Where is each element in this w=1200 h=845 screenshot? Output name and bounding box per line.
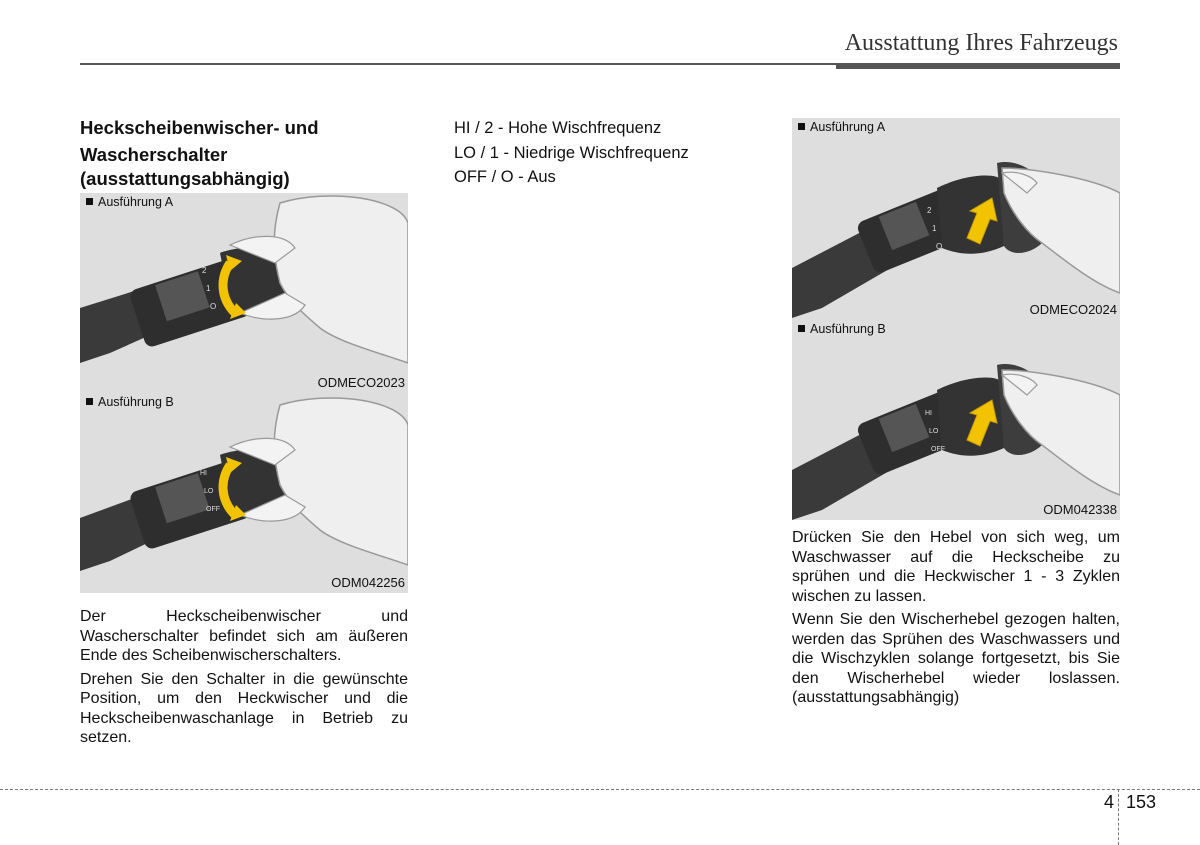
figure-variant-label: Ausführung B bbox=[86, 395, 174, 409]
heading-line-2: Wascherschalter bbox=[80, 144, 228, 165]
figure-left-variant-a bbox=[80, 193, 408, 393]
switch-pos-off: OFF bbox=[931, 446, 945, 453]
switch-pos-lo: LO bbox=[204, 488, 214, 495]
section-heading bbox=[80, 116, 410, 191]
push-lever-illustration-a bbox=[792, 118, 1120, 320]
switch-pos-1: 1 bbox=[206, 284, 211, 293]
figure-code: ODM042338 bbox=[1043, 502, 1117, 517]
switch-pos-1: 1 bbox=[932, 224, 937, 233]
figure-left-variant-b bbox=[80, 393, 408, 593]
mode-item-lo: LO / 1 - Niedrige Wischfrequenz bbox=[454, 143, 689, 162]
figure-code: ODM042256 bbox=[331, 575, 405, 590]
figure-right-variant-b bbox=[792, 320, 1120, 520]
switch-pos-off: OFF bbox=[206, 506, 220, 513]
footer-dashed-rule bbox=[0, 789, 1200, 790]
figure-right-variant-a bbox=[792, 118, 1120, 320]
switch-pos-2: 2 bbox=[927, 206, 932, 215]
figure-variant-label: Ausführung B bbox=[798, 322, 886, 336]
figure-code: ODMECO2024 bbox=[1029, 302, 1117, 317]
mode-item-hi: HI / 2 - Hohe Wischfrequenz bbox=[454, 119, 662, 137]
paragraph-wash: Drücken Sie den Hebel von sich weg, um Waschwasser auf die Heckscheibe zu sprühen und die Heckwischer 1 - 3 Zyklen wischen zu lassen. bbox=[792, 529, 1120, 605]
running-header-title: Ausstattung Ihres Fahrzeugs bbox=[844, 30, 1118, 56]
figure-code: ODMECO2023 bbox=[317, 375, 405, 390]
page-number: 153 bbox=[1126, 792, 1157, 812]
heading-line-1: Heckscheibenwischer- und bbox=[80, 117, 319, 138]
switch-pos-hi: HI bbox=[200, 470, 207, 477]
header-rule-accent bbox=[836, 64, 1120, 69]
rotate-switch-illustration-b bbox=[80, 393, 408, 593]
footer-page-divider bbox=[1118, 789, 1119, 845]
paragraph-location: Der Heckscheibenwischer und Wascherschalter befindet sich am äußeren Ende des Scheibenwischerschalters. bbox=[80, 608, 408, 664]
mode-list bbox=[454, 116, 689, 190]
paragraph-operation: Drehen Sie den Schalter in die gewünschte Position, um den Heckwischer und die Heckscheibenwaschanlage in Betrieb zu setzen. bbox=[80, 670, 408, 746]
switch-pos-hi: HI bbox=[925, 410, 932, 417]
switch-auto: AUTO bbox=[158, 466, 178, 473]
push-lever-illustration-b bbox=[792, 320, 1120, 520]
switch-pos-lo: LO bbox=[929, 428, 939, 435]
mode-item-off: OFF / O - Aus bbox=[454, 168, 556, 186]
paragraph-hold: Wenn Sie den Wischerhebel gezogen halten, werden das Sprühen des Waschwassers und die Wischzyklen solange fortgesetzt, bis Sie den Wischerhebel wieder loslassen. (ausstattungsabhängig) bbox=[792, 611, 1120, 706]
switch-pos-2: 2 bbox=[202, 266, 207, 275]
switch-pos-o: O bbox=[936, 242, 943, 251]
chapter-number: 4 bbox=[1104, 792, 1115, 812]
figure-variant-label: Ausführung A bbox=[86, 195, 173, 209]
heading-line-3: (ausstattungsabhängig) bbox=[80, 168, 290, 189]
figure-variant-label: Ausführung A bbox=[798, 120, 885, 134]
rotate-switch-illustration-a bbox=[80, 193, 408, 393]
switch-pos-o: O bbox=[210, 302, 217, 311]
left-body-text bbox=[80, 607, 408, 752]
right-body-text bbox=[792, 528, 1120, 712]
